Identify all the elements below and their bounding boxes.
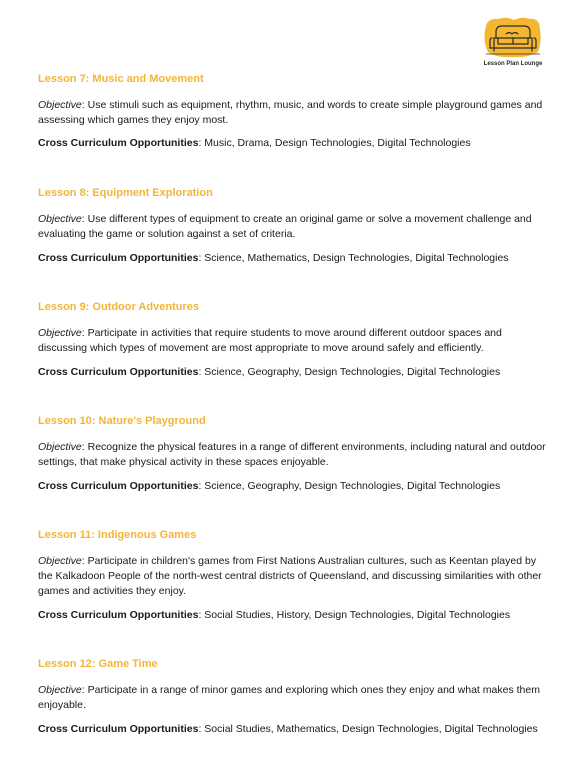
cross-curriculum-text: : Science, Mathematics, Design Technologies, Digital Technologies bbox=[198, 251, 509, 264]
cross-curriculum-label: Cross Curriculum Opportunities bbox=[38, 365, 199, 378]
objective-label: Objective bbox=[38, 441, 82, 454]
cross-curriculum-label: Cross Curriculum Opportunities bbox=[38, 608, 199, 621]
lesson-objective bbox=[38, 326, 550, 355]
lesson-objective bbox=[38, 554, 550, 598]
objective-text: : Use different types of equipment to create an original game or solve a movement challenge and evaluating the game or solution against a set of criteria. bbox=[38, 213, 532, 240]
lesson-title: Lesson 11: Indigenous Games bbox=[38, 529, 197, 542]
objective-text: : Use stimuli such as equipment, rhythm, music, and words to create simple playground games and assessing which games they enjoy most. bbox=[38, 99, 543, 126]
lesson-list bbox=[38, 72, 550, 771]
objective-text: : Participate in a range of minor games and exploring which ones they enjoy and what makes them enjoyable. bbox=[38, 684, 540, 711]
sofa-logo-icon bbox=[482, 16, 544, 60]
lesson-objective bbox=[38, 212, 550, 241]
lesson-title: Lesson 10: Nature's Playground bbox=[38, 415, 206, 428]
cross-curriculum-label: Cross Curriculum Opportunities bbox=[38, 722, 199, 735]
cross-curriculum-label: Cross Curriculum Opportunities bbox=[38, 137, 199, 150]
lesson-objective bbox=[38, 683, 550, 712]
cross-curriculum-text: : Science, Geography, Design Technologies, Digital Technologies bbox=[198, 365, 501, 378]
lesson-title: Lesson 9: Outdoor Adventures bbox=[38, 301, 199, 314]
objective-label: Objective bbox=[38, 555, 82, 568]
cross-curriculum bbox=[38, 136, 550, 151]
objective-label: Objective bbox=[38, 213, 82, 226]
cross-curriculum-text: : Social Studies, History, Design Technologies, Digital Technologies bbox=[198, 608, 511, 621]
objective-label: Objective bbox=[38, 99, 82, 111]
lesson-title: Lesson 8: Equipment Exploration bbox=[38, 187, 213, 200]
lesson-block bbox=[38, 186, 550, 265]
lesson-objective bbox=[38, 98, 550, 127]
objective-text: : Recognize the physical features in a range of different environments, including natural and outdoor settings, that make physical activity in these spaces enjoyable. bbox=[38, 441, 546, 469]
lesson-block bbox=[38, 528, 550, 622]
lesson-objective bbox=[38, 440, 550, 469]
cross-curriculum-label: Cross Curriculum Opportunities bbox=[38, 251, 199, 264]
lesson-title: Lesson 7: Music and Movement bbox=[38, 73, 204, 85]
logo-text: Lesson Plan Lounge bbox=[483, 61, 543, 67]
objective-label: Objective bbox=[38, 327, 82, 340]
lesson-plan-lounge-logo bbox=[478, 16, 548, 71]
cross-curriculum-label: Cross Curriculum Opportunities bbox=[38, 479, 199, 492]
cross-curriculum bbox=[38, 479, 550, 494]
lesson-block bbox=[38, 72, 550, 151]
cross-curriculum-text: : Music, Drama, Design Technologies, Digital Technologies bbox=[198, 137, 471, 150]
cross-curriculum-text: : Science, Geography, Design Technologies, Digital Technologies bbox=[198, 479, 501, 492]
objective-text: : Participate in children's games from First Nations Australian cultures, such as Keentan played by the Kalkadoon People of the north-west central districts of Queensland, and discussing similarities with other games and activities they enjoy. bbox=[38, 555, 542, 597]
objective-text: : Participate in activities that require students to move around different outdoor spaces and discussing which types of movement are most appropriate to move around safely and efficiently. bbox=[38, 327, 502, 354]
cross-curriculum bbox=[38, 608, 550, 623]
objective-label: Objective bbox=[38, 684, 82, 697]
lesson-block bbox=[38, 300, 550, 379]
cross-curriculum-text: : Social Studies, Mathematics, Design Technologies, Digital Technologies bbox=[198, 722, 538, 735]
cross-curriculum bbox=[38, 722, 550, 737]
lesson-block bbox=[38, 657, 550, 736]
cross-curriculum bbox=[38, 365, 550, 380]
lesson-title: Lesson 12: Game Time bbox=[38, 658, 158, 671]
lesson-block bbox=[38, 414, 550, 493]
cross-curriculum bbox=[38, 251, 550, 266]
